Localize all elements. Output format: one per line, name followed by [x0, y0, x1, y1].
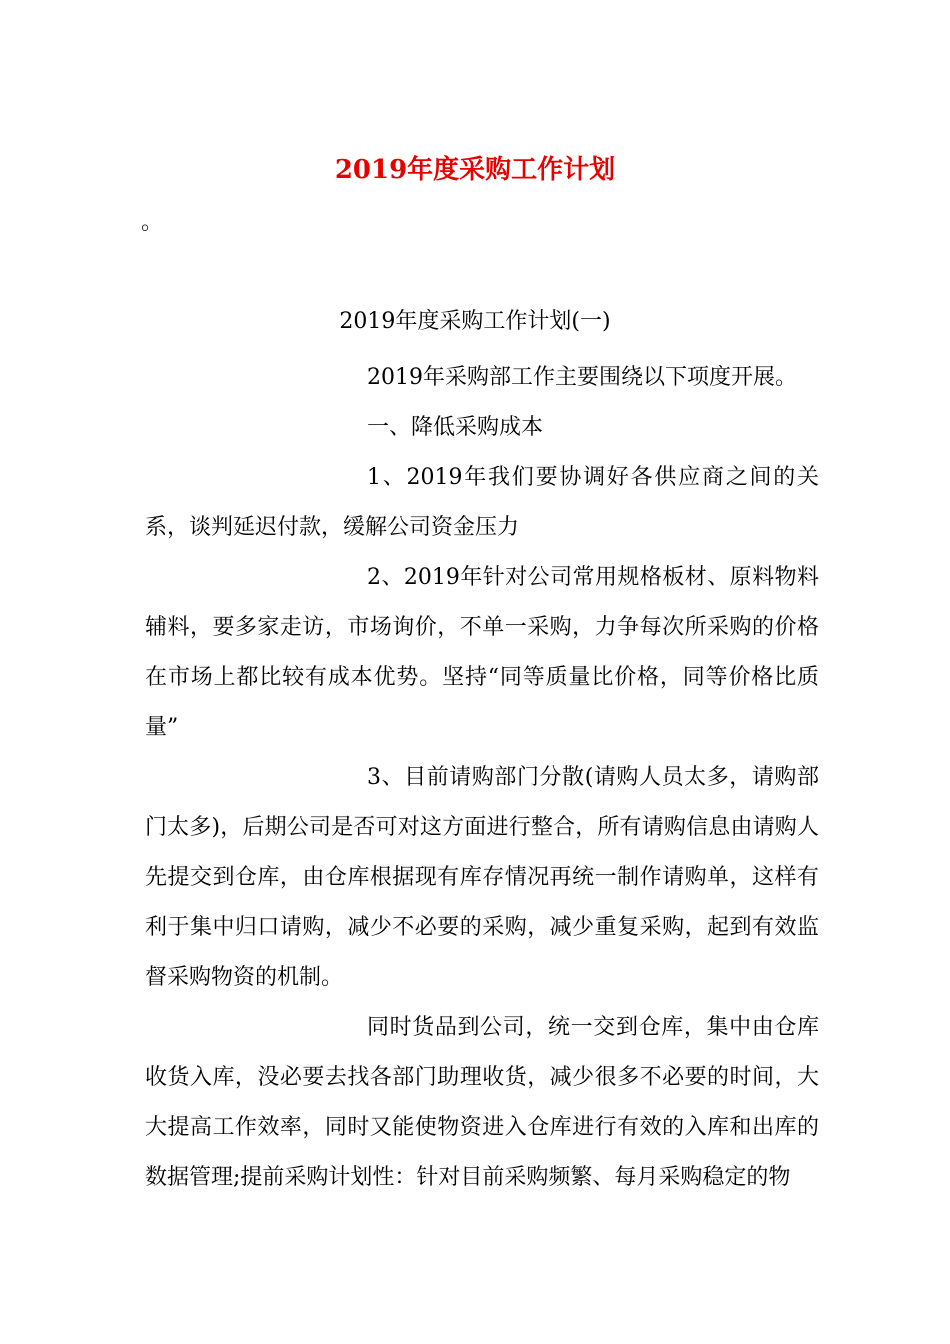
- paragraph-item-1: 1、2019年我们要协调好各供应商之间的关系，谈判延迟付款，缓解公司资金压力: [145, 465, 819, 540]
- document-body: [145, 353, 819, 1203]
- paragraph-item-2: 2、2019年针对公司常用规格板材、原料物料辅料，要多家走访，市场询价，不单一采购，力争每次所采购的价格在市场上都比较有成本优势。坚持“同等质量比价格，同等价格比质量”: [145, 565, 819, 740]
- leading-mark: 。: [141, 210, 164, 235]
- document-title: 2019年度采购工作计划: [334, 155, 616, 185]
- plan-subtitle: 2019年度采购工作计划(一): [339, 309, 611, 334]
- intro-paragraph: 2019年采购部工作主要围绕以下项度开展。: [367, 365, 797, 390]
- paragraph-goods-receiving: 同时货品到公司，统一交到仓库，集中由仓库收货入库，没必要去找各部门助理收货，减少很多不必要的时间，大大提高工作效率，同时又能使物资进入仓库进行有效的入库和出库的数据管理;提前采购计划性：针对目前采购频繁、每月采购稳定的物: [145, 1015, 819, 1190]
- section-heading-cost: 一、降低采购成本: [367, 415, 544, 440]
- paragraph-item-3: 3、目前请购部门分散(请购人员太多，请购部门太多)，后期公司是否可对这方面进行整合，所有请购信息由请购人先提交到仓库，由仓库根据现有库存情况再统一制作请购单，这样有利于集中归口请购，减少不必要的采购，减少重复采购，起到有效监督采购物资的机制。: [145, 765, 819, 990]
